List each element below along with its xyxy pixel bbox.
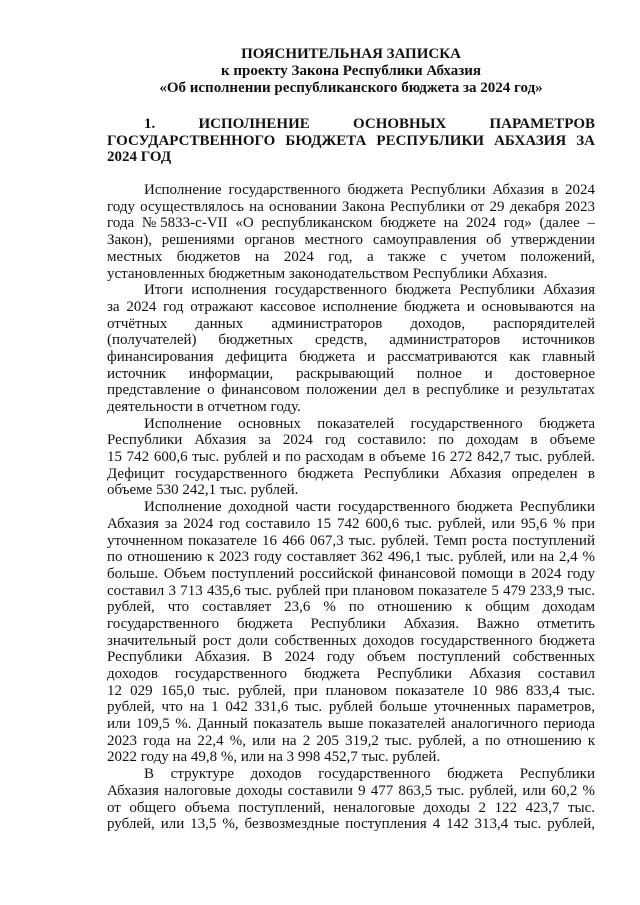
paragraph-line: Абхазия за 2024 год составило 15 742 600,6 тыс. рублей, или 95,6 % при — [107, 515, 595, 532]
paragraph-line: года №5833-с-VII «О республиканском бюджете на 2024 год» (далее – — [107, 215, 595, 232]
paragraph-line: Закон), решениями органов местного самоуправления об утверждении — [107, 232, 595, 249]
section-heading — [107, 116, 595, 166]
paragraph-line: 2022 году на 49,8 %, или на 3 998 452,7 тыс. рублей. — [107, 749, 441, 766]
paragraph — [107, 766, 595, 833]
paragraph-line: Исполнение основных показателей государственного бюджета — [144, 415, 595, 432]
paragraph-line: деятельности в отчетном году. — [107, 399, 301, 415]
paragraph-line: Республики Абхазия. В 2024 году объем поступлений собственных — [107, 649, 595, 666]
paragraph-line: 15 742 600,6 тыс. рублей и по расходам в объеме 16 272 842,7 тыс. рублей. — [107, 449, 595, 466]
paragraph-line: Исполнение государственного бюджета Республики Абхазия в 2024 — [144, 182, 595, 199]
paragraph-line: местных бюджетов на 2024 год, а также с учетом положений, — [107, 248, 595, 265]
title-line: ПОЯСНИТЕЛЬНАЯ ЗАПИСКА — [241, 46, 461, 62]
paragraph-line: или 109,5 %. Данный показатель выше показателей аналогичного периода — [107, 716, 595, 733]
paragraph-line: Дефицит государственного бюджета Республики Абхазия определен в — [107, 465, 595, 482]
paragraph-line: 2023 года на 22,4 %, или на 2 205 319,2 тыс. рублей, а по отношению к — [107, 732, 595, 749]
paragraph-line: В структуре доходов государственного бюджета Республики — [144, 766, 595, 783]
paragraph-line: 12 029 165,0 тыс. рублей, при плановом показателе 10 986 833,4 тыс. — [107, 682, 595, 699]
paragraph-line: больше. Объем поступлений российской финансовой помощи в 2024 году — [107, 565, 595, 582]
paragraph-line: составил 3 713 435,6 тыс. рублей при плановом показателе 5 479 233,9 тыс. — [107, 582, 595, 599]
paragraph-line: от общего объема поступлений, неналоговые доходы 2 122 423,7 тыс. — [107, 799, 595, 816]
paragraph-line: уточненном показателе 16 466 067,3 тыс. рублей. Темп роста поступлений — [107, 532, 595, 549]
paragraph-line: по отношению к 2023 году составляет 362 496,1 тыс. рублей, или на 2,4 % — [107, 549, 595, 566]
heading-line: 2024 ГОД — [107, 149, 172, 166]
paragraph-line: (получателей) бюджетных средств, администраторов источников — [107, 332, 595, 349]
paragraph — [107, 182, 595, 282]
paragraph-line: отчётных данных администраторов доходов, распорядителей — [107, 315, 595, 332]
heading-line: ГОСУДАРСТВЕННОГО БЮДЖЕТА РЕСПУБЛИКИ АБХАЗИЯ ЗА — [107, 132, 595, 149]
paragraph-line: представление о финансовом положении дел в республике и результатах — [107, 382, 595, 399]
paragraph-line: объеме 530 242,1 тыс. рублей. — [107, 482, 299, 499]
paragraph-line: Исполнение доходной части государственного бюджета Республики — [144, 499, 595, 516]
document-title — [107, 46, 595, 97]
paragraph-line: году осуществлялось на основании Закона Республики от 29 декабря 2023 — [107, 198, 595, 215]
paragraph-line: финансирования дефицита бюджета и рассматриваются как главный — [107, 348, 595, 365]
paragraph-line: установленных бюджетным законодательством Республики Абхазия. — [107, 265, 548, 282]
title-subline: к проекту Закона Республики Абхазия — [220, 63, 482, 79]
paragraph — [107, 282, 595, 416]
paragraph-line: значительный рост доли собственных доходов государственного бюджета — [107, 632, 595, 649]
paragraph-line: Абхазия налоговые доходы составили 9 477 863,5 тыс. рублей, или 60,2 % — [107, 782, 595, 799]
paragraph-line: рублей, что на 1 042 331,6 тыс. рублей больше уточненных параметров, — [107, 699, 595, 716]
paragraph — [107, 499, 595, 766]
paragraph-line: Республики Абхазия за 2024 год составило: по доходам в объеме — [107, 432, 595, 449]
document-body — [107, 182, 595, 833]
heading-line: 1. ИСПОЛНЕНИЕ ОСНОВНЫХ ПАРАМЕТРОВ — [144, 116, 595, 132]
paragraph — [107, 416, 595, 499]
paragraph-line: рублей, или 13,5 %, безвозмездные поступления 4 142 313,4 тыс. рублей, — [107, 816, 595, 833]
paragraph-line: Итоги исполнения государственного бюджета Республики Абхазия — [144, 282, 595, 299]
paragraph-line: государственного бюджета Республики Абхазия. Важно отметить — [107, 615, 595, 632]
paragraph-line: рублей, что составляет 23,6 % по отношению к общим доходам — [107, 599, 595, 616]
paragraph-line: источник информации, раскрывающий полное и достоверное — [107, 365, 595, 382]
paragraph-line: доходов государственного бюджета Республики Абхазия составил — [107, 666, 595, 682]
paragraph-line: за 2024 год отражают кассовое исполнение бюджета и основываются на — [107, 298, 595, 315]
title-subline: «Об исполнении республиканского бюджета за 2024 год» — [159, 80, 543, 96]
document-page — [107, 46, 595, 833]
